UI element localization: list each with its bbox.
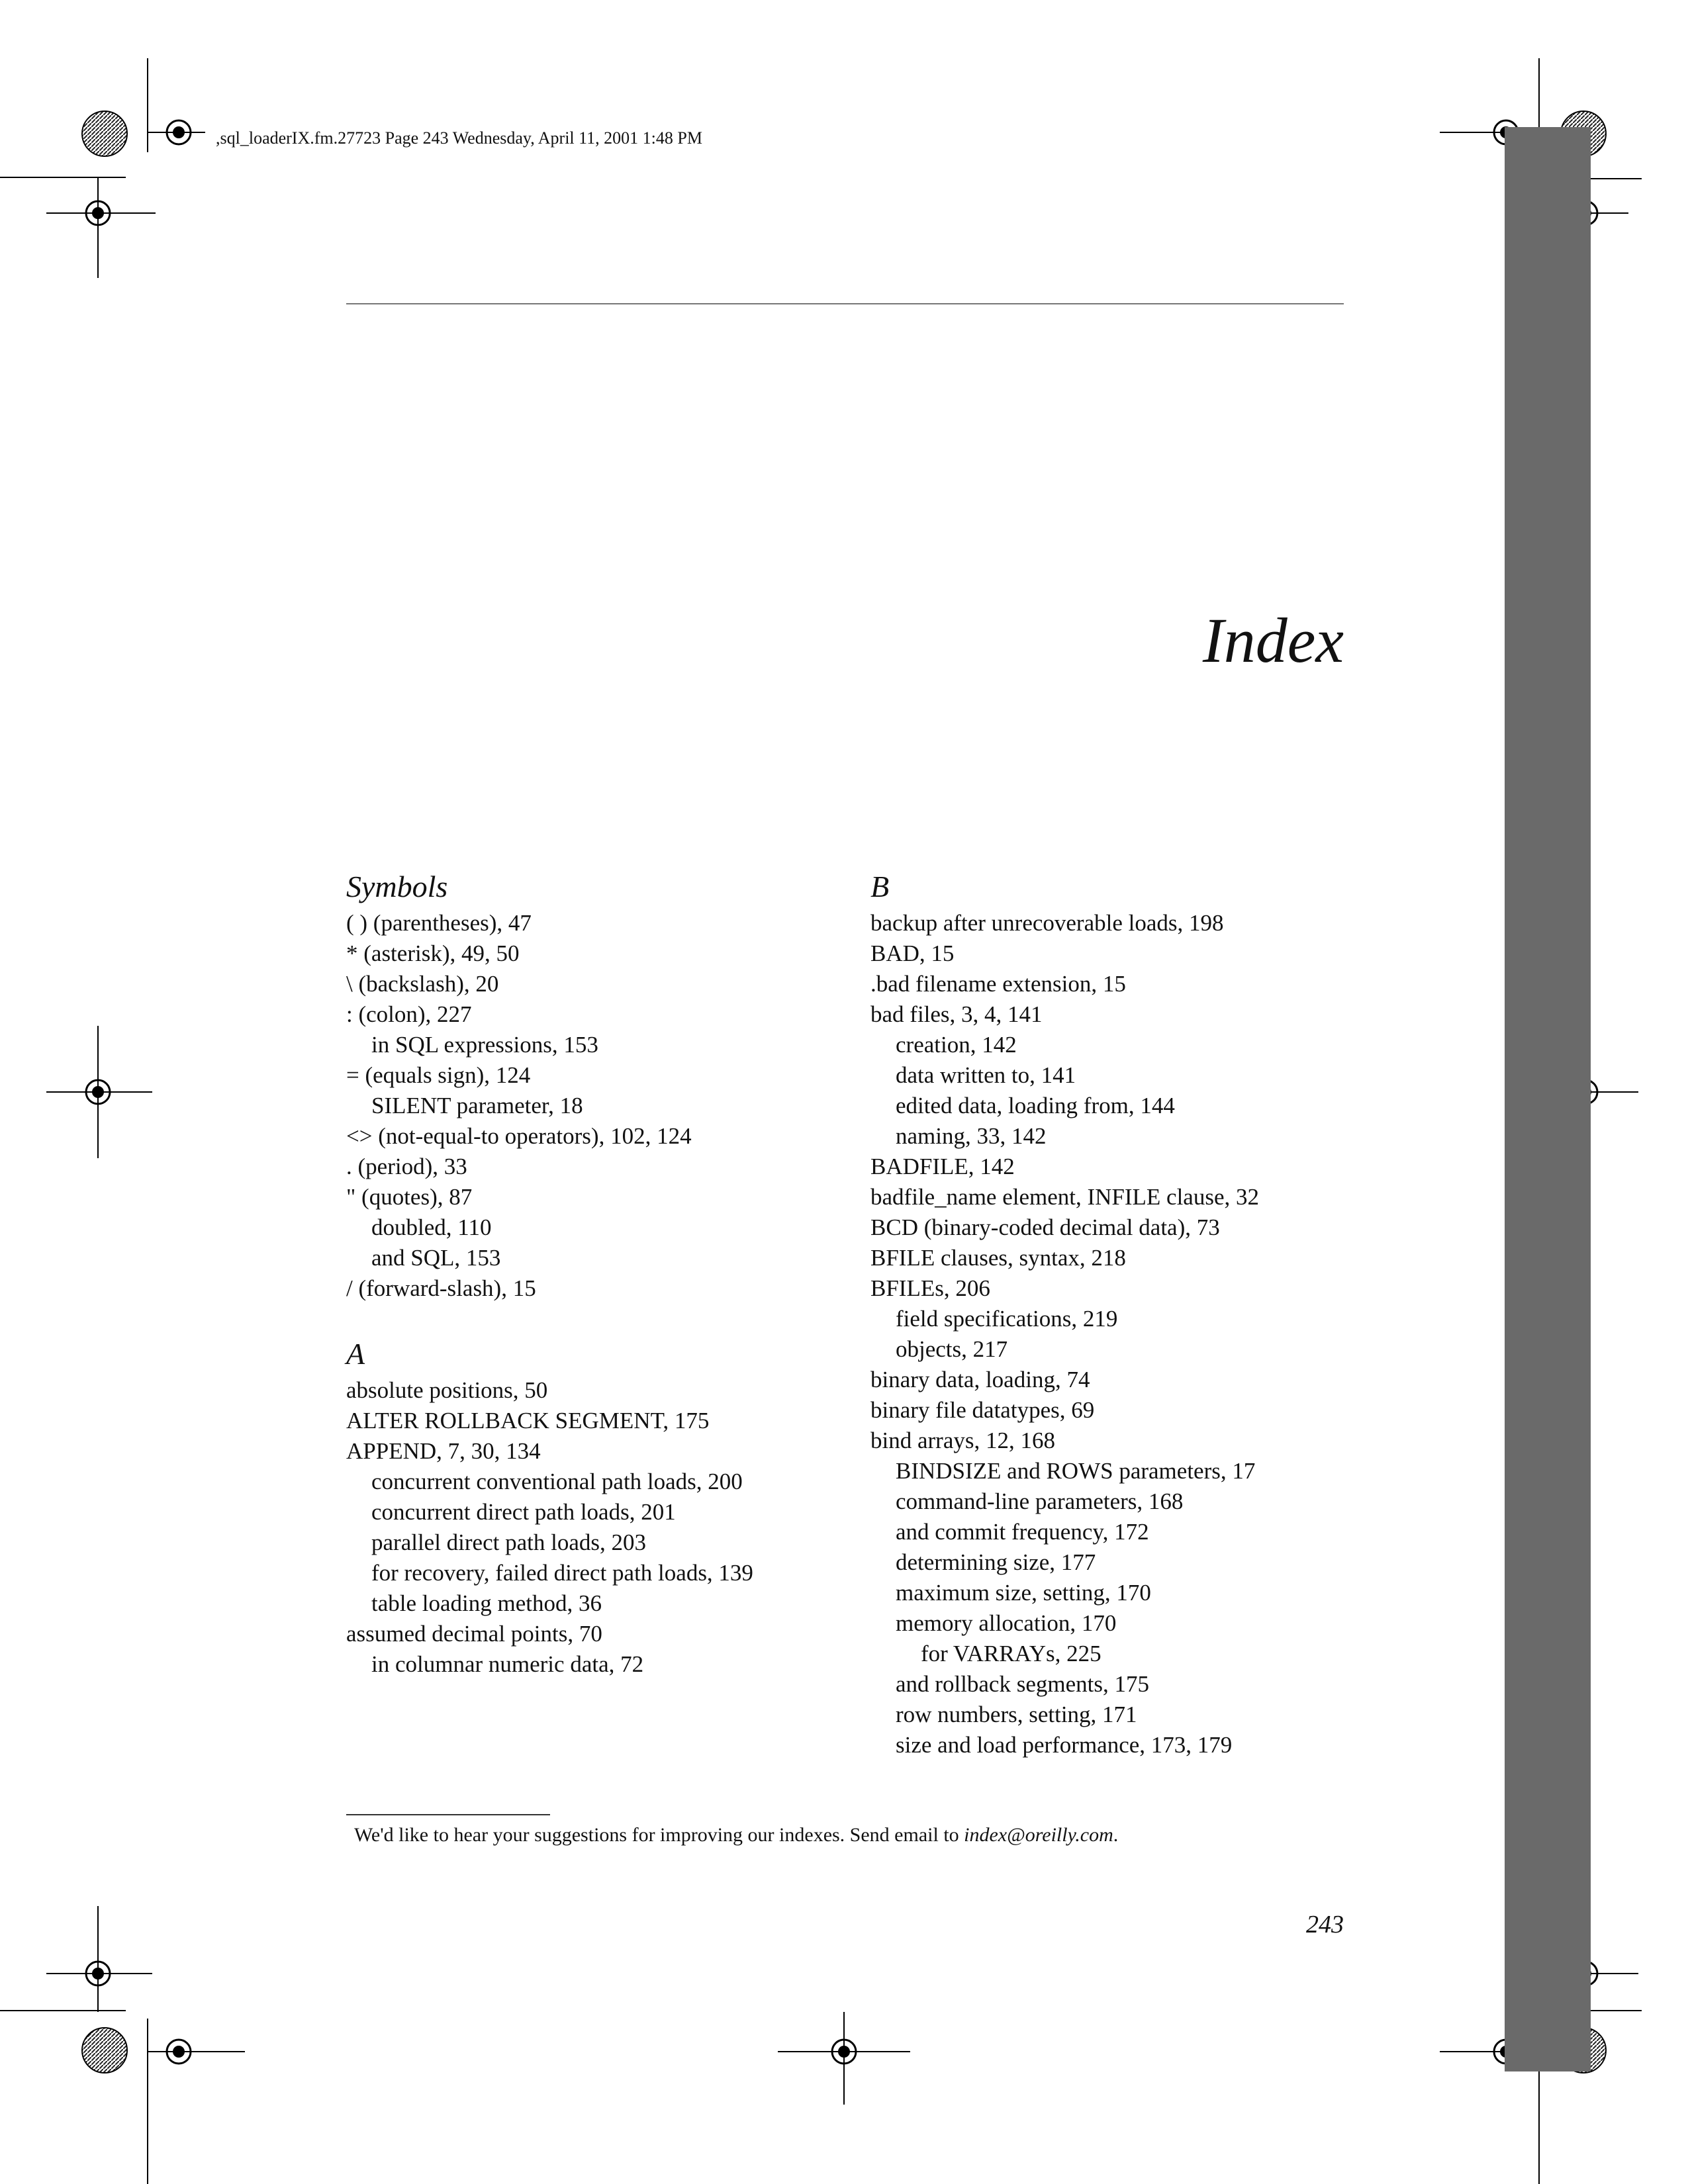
index-entry: backup after unrecoverable loads, 198 xyxy=(870,910,1224,936)
index-subentry: concurrent direct path loads, 201 xyxy=(371,1499,676,1525)
index-entry: BAD, 15 xyxy=(870,940,955,966)
index-column-left xyxy=(346,866,849,1680)
index-entry: BADFILE, 142 xyxy=(870,1154,1015,1179)
index-entry: .bad filename extension, 15 xyxy=(870,971,1126,997)
index-subentry: and SQL, 153 xyxy=(371,1245,501,1271)
index-subentry: maximum size, setting, 170 xyxy=(896,1580,1151,1606)
index-entry: bad files, 3, 4, 141 xyxy=(870,1001,1043,1027)
index-subentry: table loading method, 36 xyxy=(371,1590,602,1616)
index-entry: badfile_name element, INFILE clause, 32 xyxy=(870,1184,1260,1210)
index-subentry: and commit frequency, 172 xyxy=(896,1519,1149,1545)
index-entry: assumed decimal points, 70 xyxy=(346,1621,602,1647)
index-entry: BFILE clauses, syntax, 218 xyxy=(870,1245,1126,1271)
index-entry: / (forward-slash), 15 xyxy=(346,1275,536,1301)
index-subentry: in columnar numeric data, 72 xyxy=(371,1651,644,1677)
index-subentry: edited data, loading from, 144 xyxy=(896,1093,1175,1118)
page-number: 243 xyxy=(1306,1911,1344,1938)
index-column-right xyxy=(870,866,1374,1760)
footnote-email: index@oreilly.com xyxy=(964,1824,1113,1846)
index-entry: <> (not-equal-to operators), 102, 124 xyxy=(346,1123,692,1149)
index-subentry: for VARRAYs, 225 xyxy=(921,1641,1102,1666)
index-subentry: row numbers, setting, 171 xyxy=(896,1702,1137,1727)
chapter-title: Index xyxy=(1202,605,1344,676)
index-subentry: in SQL expressions, 153 xyxy=(371,1032,598,1058)
index-entry: bind arrays, 12, 168 xyxy=(870,1428,1055,1453)
index-subentry: determining size, 177 xyxy=(896,1549,1096,1575)
footnote-rule xyxy=(346,1814,550,1815)
index-entry: " (quotes), 87 xyxy=(346,1184,473,1210)
index-entry: = (equals sign), 124 xyxy=(346,1062,531,1088)
index-entry: absolute positions, 50 xyxy=(346,1377,548,1403)
index-subentry: command-line parameters, 168 xyxy=(896,1488,1184,1514)
letter-heading: A xyxy=(346,1337,365,1371)
thumb-tab-band xyxy=(1505,127,1591,2071)
letter-heading: B xyxy=(870,870,890,903)
index-entry: * (asterisk), 49, 50 xyxy=(346,940,520,966)
index-entry: . (period), 33 xyxy=(346,1154,467,1179)
index-subentry: data written to, 141 xyxy=(896,1062,1076,1088)
index-entry: ( ) (parentheses), 47 xyxy=(346,910,532,936)
top-rule xyxy=(346,303,1344,304)
index-subentry: naming, 33, 142 xyxy=(896,1123,1047,1149)
index-entry: BFILEs, 206 xyxy=(870,1275,990,1301)
index-entry: binary file datatypes, 69 xyxy=(870,1397,1095,1423)
index-entry: APPEND, 7, 30, 134 xyxy=(346,1438,541,1464)
index-subentry: size and load performance, 173, 179 xyxy=(896,1732,1233,1758)
index-entry: \ (backslash), 20 xyxy=(346,971,499,997)
index-subentry: memory allocation, 170 xyxy=(896,1610,1117,1636)
footnote xyxy=(354,1824,1118,1846)
index-subentry: objects, 217 xyxy=(896,1336,1008,1362)
index-entry: binary data, loading, 74 xyxy=(870,1367,1090,1392)
index-entry: BCD (binary-coded decimal data), 73 xyxy=(870,1214,1220,1240)
letter-heading: Symbols xyxy=(346,870,448,903)
index-subentry: BINDSIZE and ROWS parameters, 17 xyxy=(896,1458,1256,1484)
index-subentry: SILENT parameter, 18 xyxy=(371,1093,583,1118)
index-subentry: concurrent conventional path loads, 200 xyxy=(371,1469,743,1494)
footnote-text: We'd like to hear your suggestions for improving our indexes. Send email to xyxy=(354,1824,964,1846)
index-subentry: field specifications, 219 xyxy=(896,1306,1118,1332)
index-subentry: parallel direct path loads, 203 xyxy=(371,1529,646,1555)
index-subentry: for recovery, failed direct path loads, 139 xyxy=(371,1560,753,1586)
index-subentry: creation, 142 xyxy=(896,1032,1017,1058)
printer-slug: ,sql_loaderIX.fm.27723 Page 243 Wednesday, April 11, 2001 1:48 PM xyxy=(216,128,702,148)
index-entry: : (colon), 227 xyxy=(346,1001,472,1027)
index-subentry: doubled, 110 xyxy=(371,1214,492,1240)
index-entry: ALTER ROLLBACK SEGMENT, 175 xyxy=(346,1408,710,1433)
index-subentry: and rollback segments, 175 xyxy=(896,1671,1149,1697)
footnote-end: . xyxy=(1113,1824,1119,1846)
